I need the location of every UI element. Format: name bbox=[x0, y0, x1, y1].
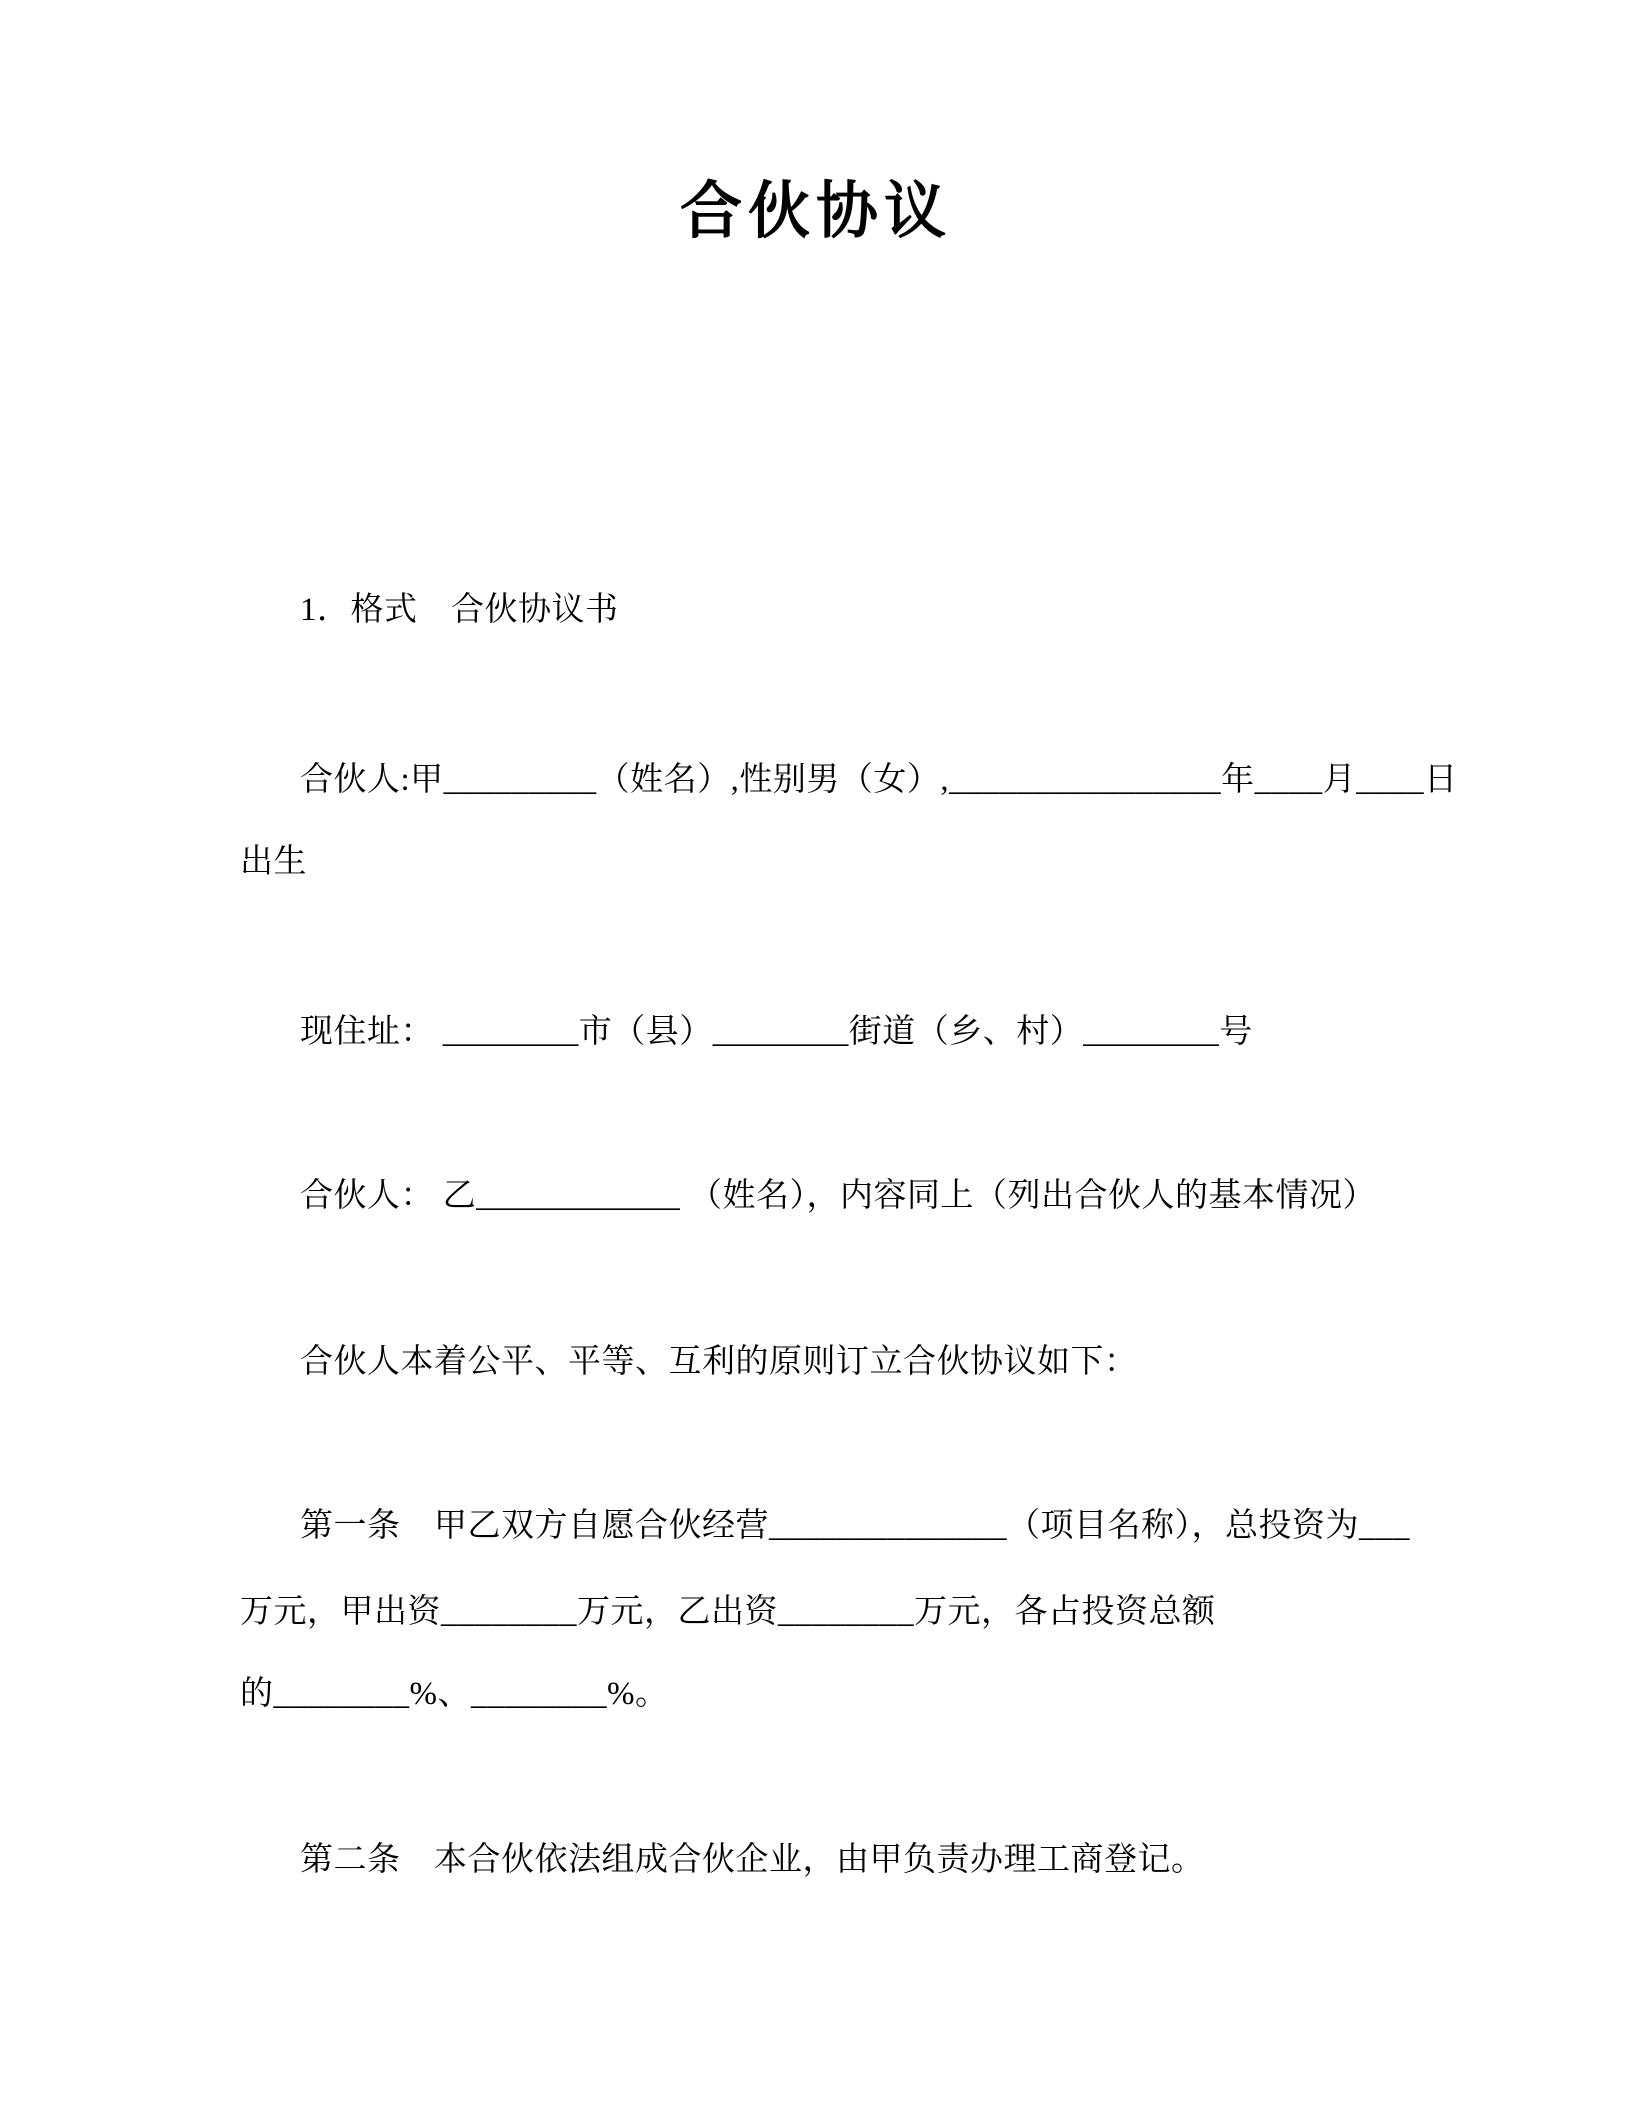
doc-line-article-2: 第二条 本合伙依法组成合伙企业，由甲负责办理工商登记。 bbox=[300, 1842, 1205, 1878]
document-title: 合伙协议 bbox=[679, 177, 952, 246]
doc-line-partner-b: 合伙人： 乙____________ （姓名），内容同上（列出合伙人的基本情况） bbox=[300, 1178, 1376, 1214]
doc-line-format-heading: 1．格式 合伙协议书 bbox=[300, 592, 619, 628]
doc-line-partner-a: 合伙人:甲_________（姓名）,性别男（女）,________________年____月____日 bbox=[300, 762, 1458, 798]
doc-line-article-1: 第一条 甲乙双方自愿合伙经营______________（项目名称），总投资为___ bbox=[300, 1508, 1410, 1544]
doc-line-article-1-continuation-2: 的________%、________%。 bbox=[240, 1676, 669, 1712]
doc-line-principle: 合伙人本着公平、平等、互利的原则订立合伙协议如下： bbox=[300, 1344, 1138, 1380]
doc-line-address: 现住址： ________市（县）________街道（乡、村）________号 bbox=[300, 1014, 1253, 1050]
doc-line-article-1-continuation-1: 万元，甲出资________万元，乙出资________万元，各占投资总额 bbox=[240, 1594, 1216, 1630]
doc-line-partner-a-continuation: 出生 bbox=[240, 844, 307, 880]
